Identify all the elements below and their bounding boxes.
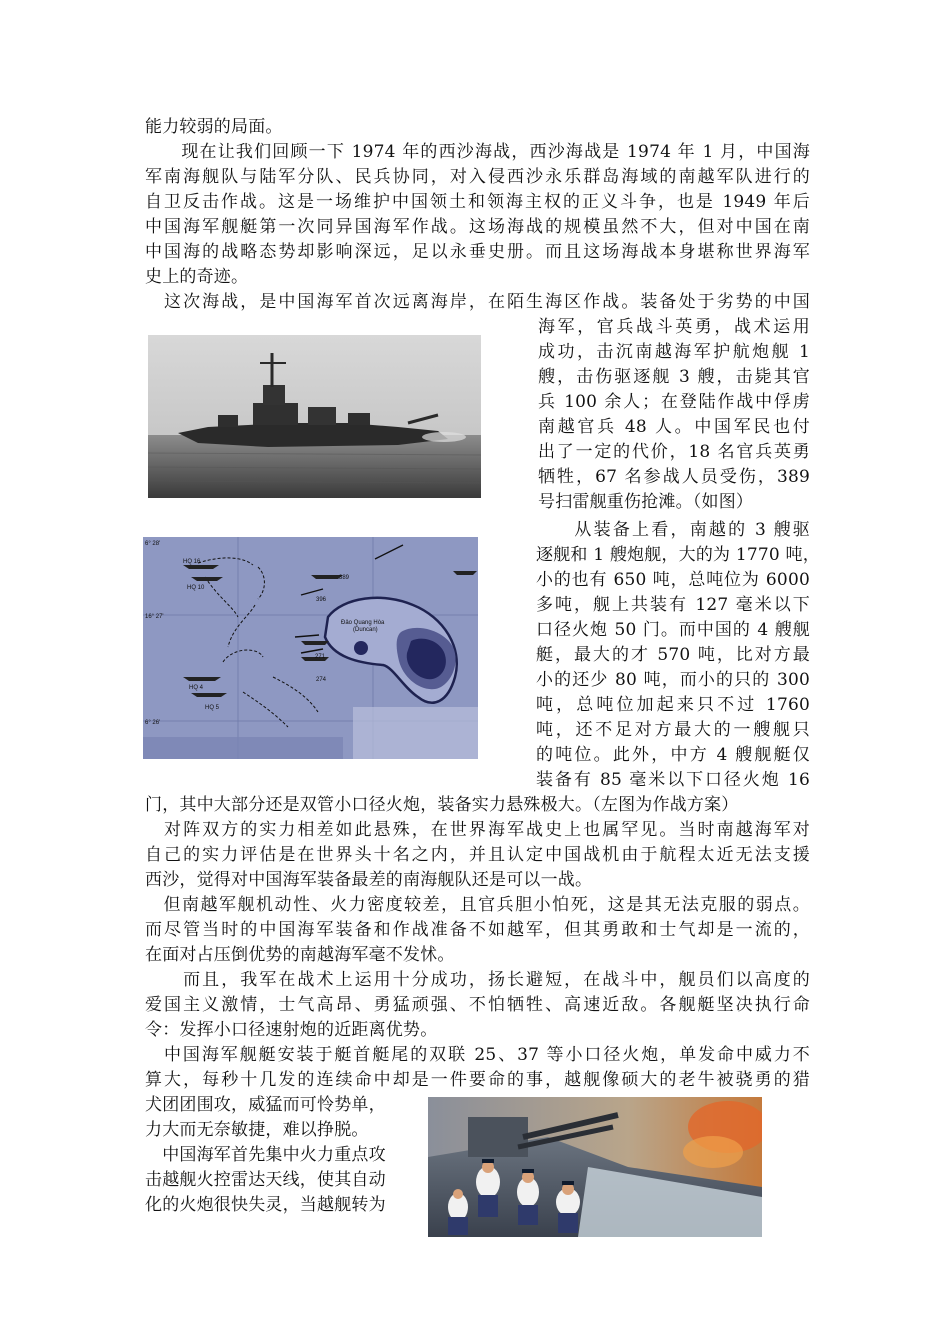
map-ship-label: HQ 5 — [205, 705, 220, 711]
paragraph-line: 艘，击伤驱逐舰 3 艘，击毙其官 — [538, 367, 810, 387]
paragraph-line: 吨，总吨位加起来只不过 1760 — [536, 695, 810, 715]
paragraph-line: 而且，我军在战术上运用十分成功，扬长避短，在战斗中，舰员们以高度的 — [145, 970, 810, 990]
map-latitude-label: 6° 28' — [145, 541, 161, 547]
paragraph-line: 小的也有 650 吨，总吨位为 6000 — [536, 570, 810, 590]
map-ship-label: HQ 4 — [189, 685, 204, 691]
paragraph-line: 史上的奇迹。 — [145, 267, 249, 287]
battle-plan-map — [143, 537, 478, 759]
paragraph-line: 海军，官兵战斗英勇，战术运用 — [538, 317, 810, 337]
paragraph-line: 逐舰和 1 艘炮舰，大的为 1770 吨， — [536, 545, 820, 565]
paragraph-line: 门，其中大部分还是双管小口径火炮，装备实力悬殊极大。（左图为作战方案） — [145, 795, 739, 815]
paragraph-line: 爱国主义激情，士气高昂、勇猛顽强、不怕牺牲、高速近敌。各舰艇坚决执行命 — [145, 995, 810, 1015]
paragraph-line: 号扫雷舰重伤抢滩。（如图） — [538, 492, 754, 512]
paragraph-line: 中国海军舰艇安装于艇首艇尾的双联 25、37 等小口径火炮，单发命中威力不 — [145, 1045, 810, 1065]
paragraph-line: 在面对占压倒优势的南越海军毫不发怵。 — [145, 945, 455, 965]
paragraph-line: 但南越军舰机动性、火力密度较差，且官兵胆小怕死，这是其无法克服的弱点。 — [145, 895, 810, 915]
map-latitude-label: 16° 27' — [145, 614, 164, 620]
map-ship-label: HQ 16 — [183, 559, 201, 565]
warship-photo — [148, 335, 481, 498]
paragraph-line: 力大而无奈敏捷，难以挣脱。 — [145, 1120, 369, 1140]
paragraph-line: 军南海舰队与陆军分队、民兵协同，对入侵西沙永乐群岛海域的南越军队进行的 — [145, 167, 810, 187]
map-latitude-label: 6° 26' — [145, 720, 161, 726]
paragraph-line: 自卫反击作战。这是一场维护中国领土和领海主权的正义斗争，也是 1949 年后 — [145, 192, 810, 212]
map-ship-number: 271 — [315, 654, 326, 660]
paragraph-line: 这次海战，是中国海军首次远离海岸，在陌生海区作战。装备处于劣势的中国 — [145, 292, 810, 312]
paragraph-line: 兵 100 余人；在登陆作战中俘虏 — [538, 392, 810, 412]
paragraph-intro-end: 能力较弱的局面。 — [145, 117, 283, 137]
paragraph-line: 吨，还不足对方最大的一艘舰只 — [536, 720, 810, 740]
paragraph-line: 牺牲，67 名参战人员受伤，389 — [538, 467, 810, 487]
map-island-label: Đảo Quang Hòa — [341, 620, 385, 626]
battle-painting — [428, 1097, 762, 1237]
paragraph-line: 现在让我们回顾一下 1974 年的西沙海战，西沙海战是 1974 年 1 月，中国海 — [145, 142, 810, 162]
paragraph-line: 击越舰火控雷达天线，使其自动 — [145, 1170, 386, 1190]
paragraph-line: 对阵双方的实力相差如此悬殊，在世界海军战史上也属罕见。当时南越海军对 — [145, 820, 810, 840]
paragraph-line: 从装备上看，南越的 3 艘驱 — [536, 520, 810, 540]
paragraph-line: 西沙，觉得对中国海军装备最差的南海舰队还是可以一战。 — [145, 870, 593, 890]
paragraph-line: 多吨，舰上共装有 127 毫米以下 — [536, 595, 810, 615]
paragraph-line: 犬团团围攻，威猛而可怜势单， — [145, 1095, 386, 1115]
map-ship-number: 274 — [316, 677, 327, 683]
paragraph-line: 中国海军舰艇第一次同异国海军作战。这场海战的规模虽然不大，但对中国在南 — [145, 217, 810, 237]
map-ship-number: 389 — [339, 575, 350, 581]
paragraph-line: 出了一定的代价，18 名官兵英勇 — [538, 442, 810, 462]
paragraph-line: 中国海的战略态势却影响深远，足以永垂史册。而且这场海战本身堪称世界海军 — [145, 242, 810, 262]
paragraph-line: 算大，每秒十几发的连续命中却是一件要命的事，越舰像硕大的老牛被骁勇的猎 — [145, 1070, 810, 1090]
paragraph-line: 的吨位。此外，中方 4 艘舰艇仅 — [536, 745, 810, 765]
map-island-sublabel: (Duncan) — [353, 627, 378, 633]
paragraph-line: 而尽管当时的中国海军装备和作战准备不如越军，但其勇敢和士气却是一流的， — [145, 920, 810, 940]
map-ship-label: HQ 10 — [187, 585, 205, 591]
paragraph-line: 口径火炮 50 门。而中国的 4 艘舰 — [536, 620, 810, 640]
paragraph-line: 化的火炮很快失灵，当越舰转为 — [145, 1195, 386, 1215]
paragraph-line: 自己的实力评估是在世界头十名之内，并且认定中国战机由于航程太近无法支援 — [145, 845, 810, 865]
paragraph-line: 小的还少 80 吨，而小的只的 300 — [536, 670, 810, 690]
paragraph-line: 令：发挥小口径速射炮的近距离优势。 — [145, 1020, 438, 1040]
paragraph-line: 装备有 85 毫米以下口径火炮 16 — [536, 770, 810, 790]
paragraph-line: 中国海军首先集中火力重点攻 — [145, 1145, 386, 1165]
paragraph-line: 艇，最大的才 570 吨，比对方最 — [536, 645, 810, 665]
paragraph-line: 成功，击沉南越海军护航炮舰 1 — [538, 342, 810, 362]
map-ship-number: 396 — [316, 597, 327, 603]
paragraph-line: 南越官兵 48 人。中国军民也付 — [538, 417, 810, 437]
